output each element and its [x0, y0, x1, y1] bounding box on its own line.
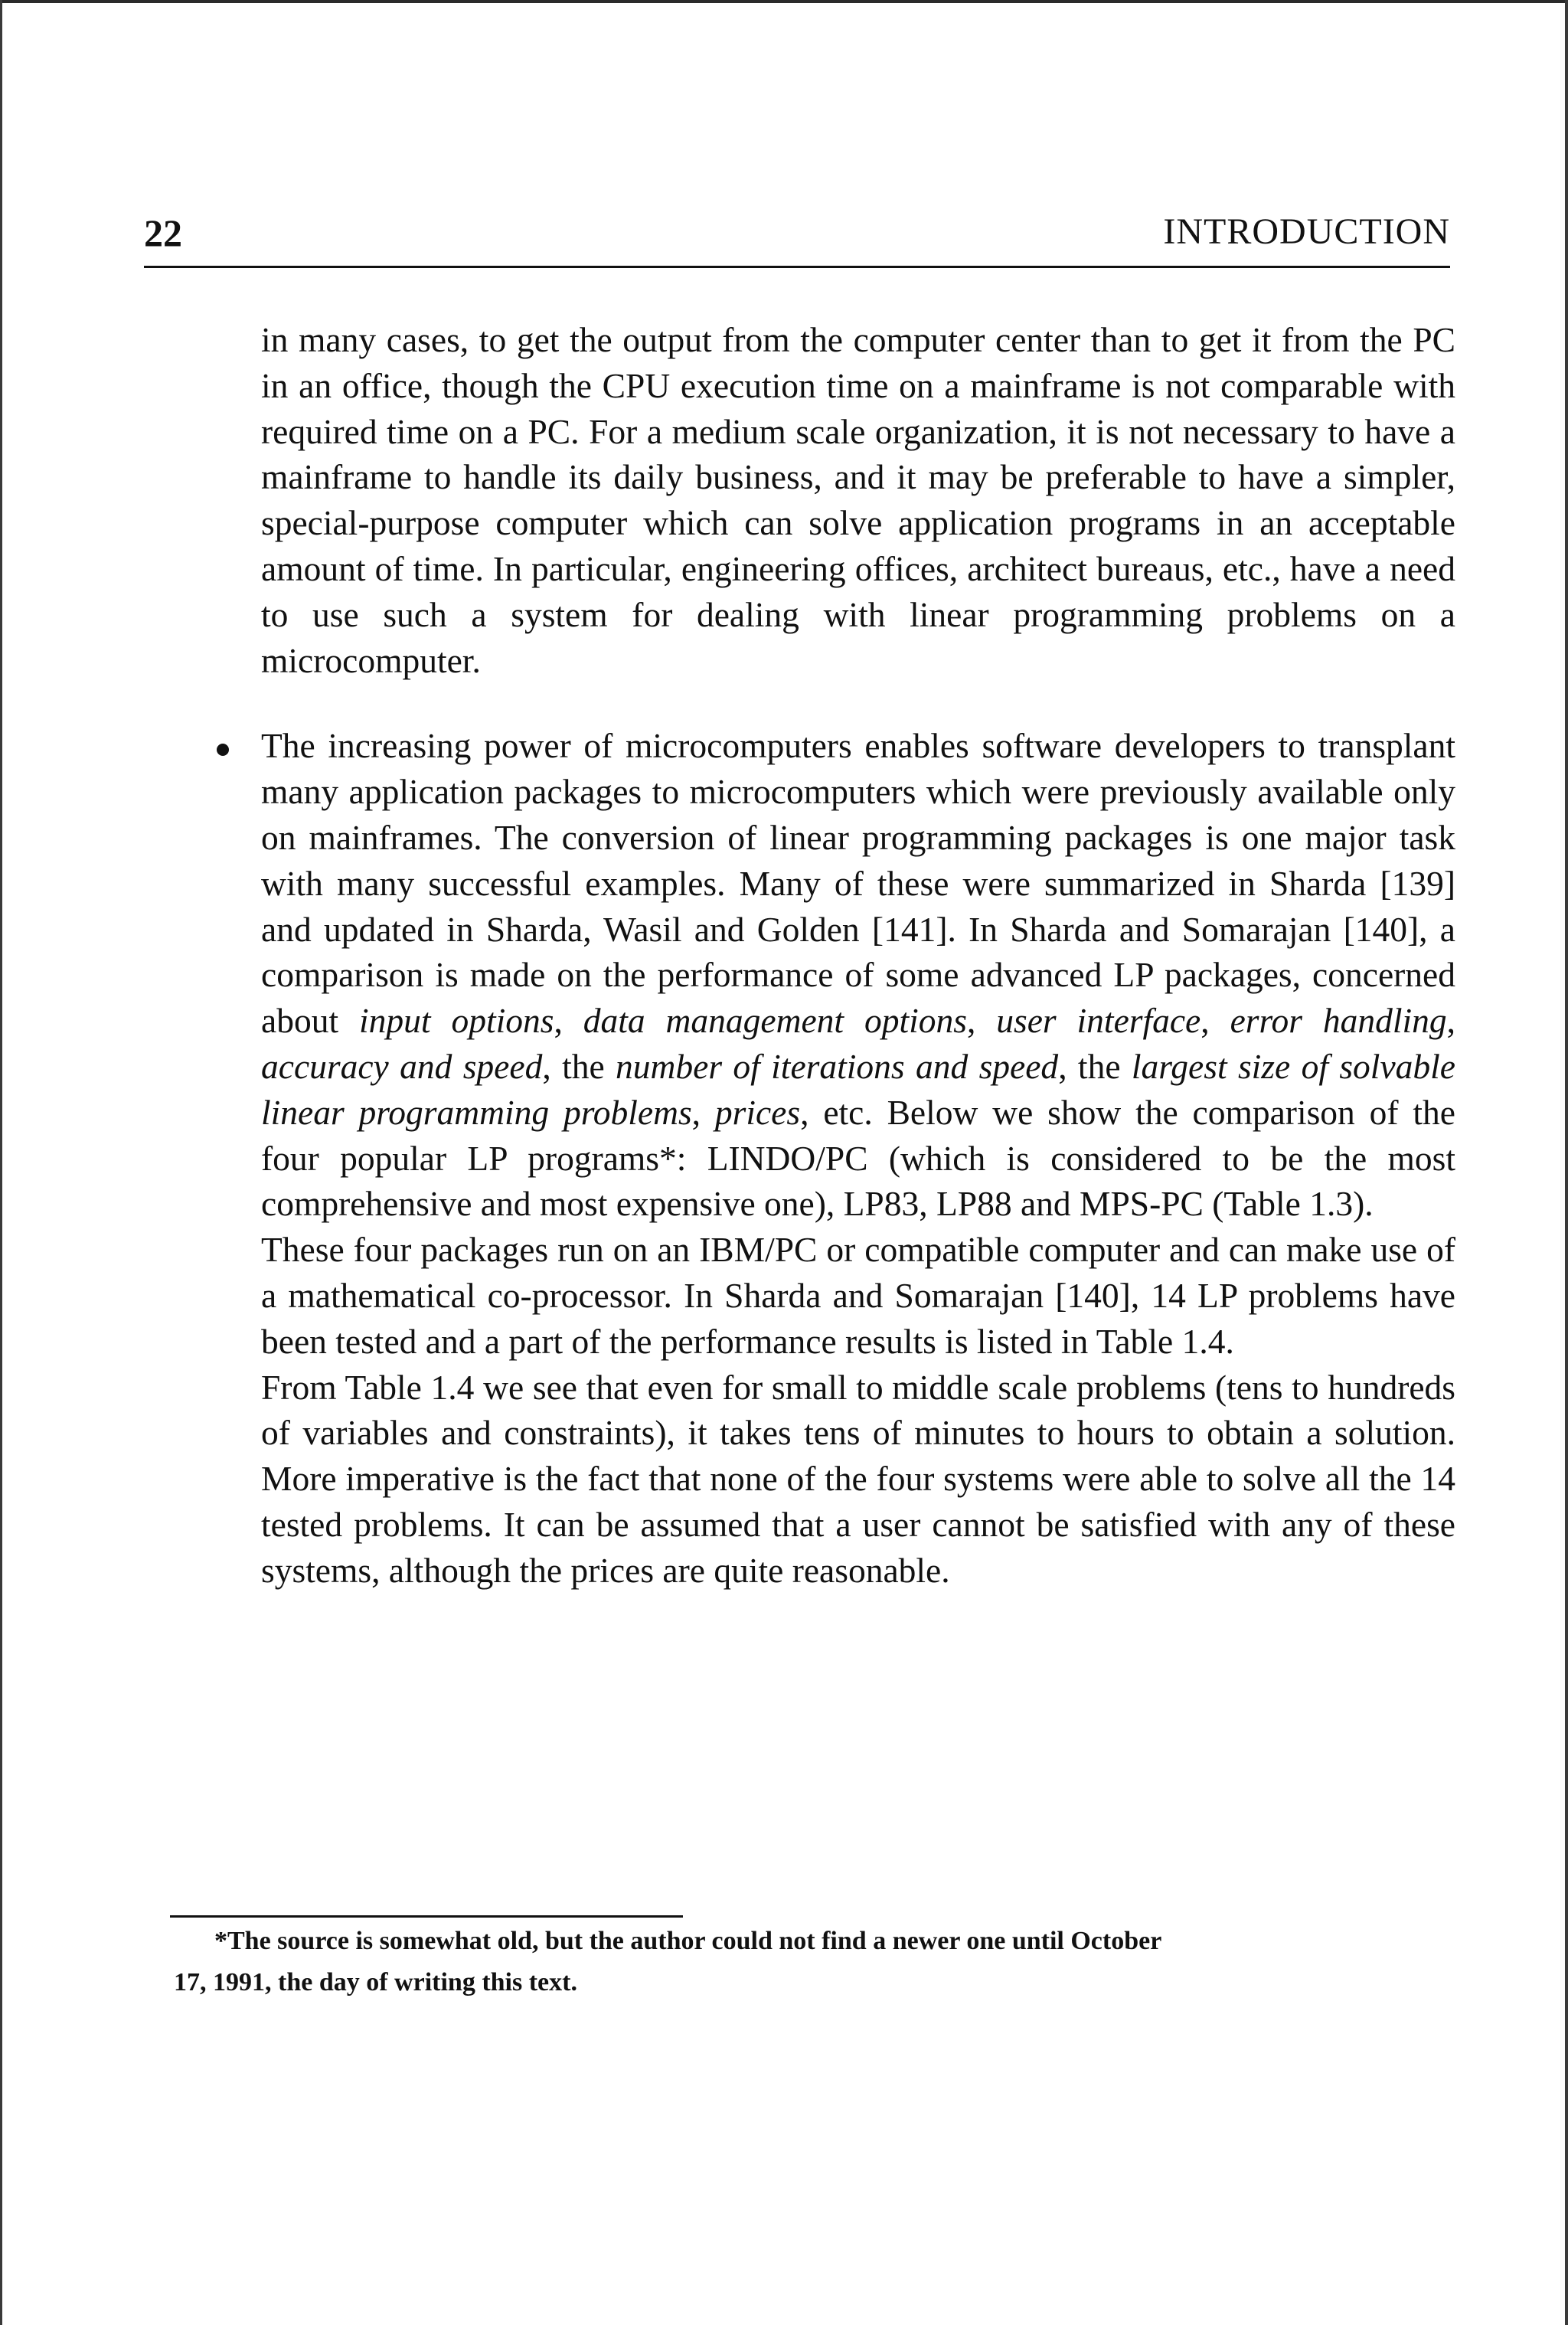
italic-term: number of iterations and speed [616, 1046, 1059, 1086]
bullet-item [261, 723, 1455, 1227]
page-header [144, 211, 1450, 268]
text-run: , [691, 1092, 715, 1132]
italic-term: input options [359, 1001, 554, 1041]
footnote-rule [170, 1915, 683, 1918]
italic-term: largest size of solvable linear programming problems [261, 1046, 1455, 1132]
paragraph: These four packages run on an IBM/PC or compatible computer and can make use of a mathematical co-processor. In Sharda and Somarajan [140], 14 LP problems have been tested and a part of the performance results is listed in Table 1.4. [261, 1230, 1455, 1361]
italic-term: error handling [1230, 1001, 1447, 1041]
text-run: The increasing power of microcomputers enables software developers to transplant many application packages to microcomputers which were previously available only on mainframes. The conversion of linear programming packages is one major task with many successful examples. Many of these were summarized in Sharda [139] and updated in Sharda, Wasil and Golden [141]. In Sharda and Somarajan [140], a comparison is made on the performance of some advanced LP packages, concerned about [261, 726, 1455, 1041]
footnote [174, 1921, 1456, 2003]
italic-term: accuracy and speed [261, 1046, 543, 1086]
text-run: , the [542, 1046, 616, 1086]
footnote-line: *The source is somewhat old, but the author could not find a newer one until October [214, 1927, 1162, 1955]
paragraph-continuation: in many cases, to get the output from the computer center than to get it from the PC in an office, though the CPU execution time on a mainframe is not comparable with required time on a PC. For a medium scale organization, it is not necessary to have a mainframe to handle its daily business, and it may be preferable to have a simpler, special-purpose computer which can solve application programs in an acceptable amount of time. In particular, engineering offices, architect bureaus, etc., have a need to use such a system for dealing with linear programming problems on a microcomputer. [261, 320, 1455, 680]
text-run: , [966, 1001, 997, 1041]
text-run: , [1200, 1001, 1230, 1041]
text-run: , the [1058, 1046, 1132, 1086]
italic-term: prices [714, 1092, 801, 1132]
scan-top-edge [0, 0, 1568, 3]
text-run: , [554, 1001, 583, 1041]
scan-right-edge [1565, 0, 1568, 2325]
body-text [261, 317, 1455, 1594]
footnote-line: 17, 1991, the day of writing this text. [174, 1968, 577, 1996]
italic-term: data management options [583, 1001, 967, 1041]
text-run: , etc. Below we show the comparison of the four popular LP programs*: LINDO/PC (which is considered to be the most comprehensive and most expensive one), LP83, LP88 and MPS-PC (Table 1.3). [261, 1092, 1455, 1224]
text-run: , [1446, 1001, 1456, 1041]
bullet-icon [217, 744, 229, 756]
bullet-paragraph [261, 723, 1455, 1227]
italic-term: user interface [996, 1001, 1201, 1041]
scan-left-edge [0, 0, 2, 2325]
running-head: INTRODUCTION [1163, 211, 1450, 252]
paragraph: From Table 1.4 we see that even for small to middle scale problems (tens to hundreds of variables and constraints), it takes tens of minutes to hours to obtain a solution. More imperative is the fact that none of the four systems were able to solve all the 14 tested problems. It can be assumed that a user cannot be satisfied with any of these systems, although the prices are quite reasonable. [261, 1367, 1455, 1590]
page-number: 22 [144, 211, 182, 254]
